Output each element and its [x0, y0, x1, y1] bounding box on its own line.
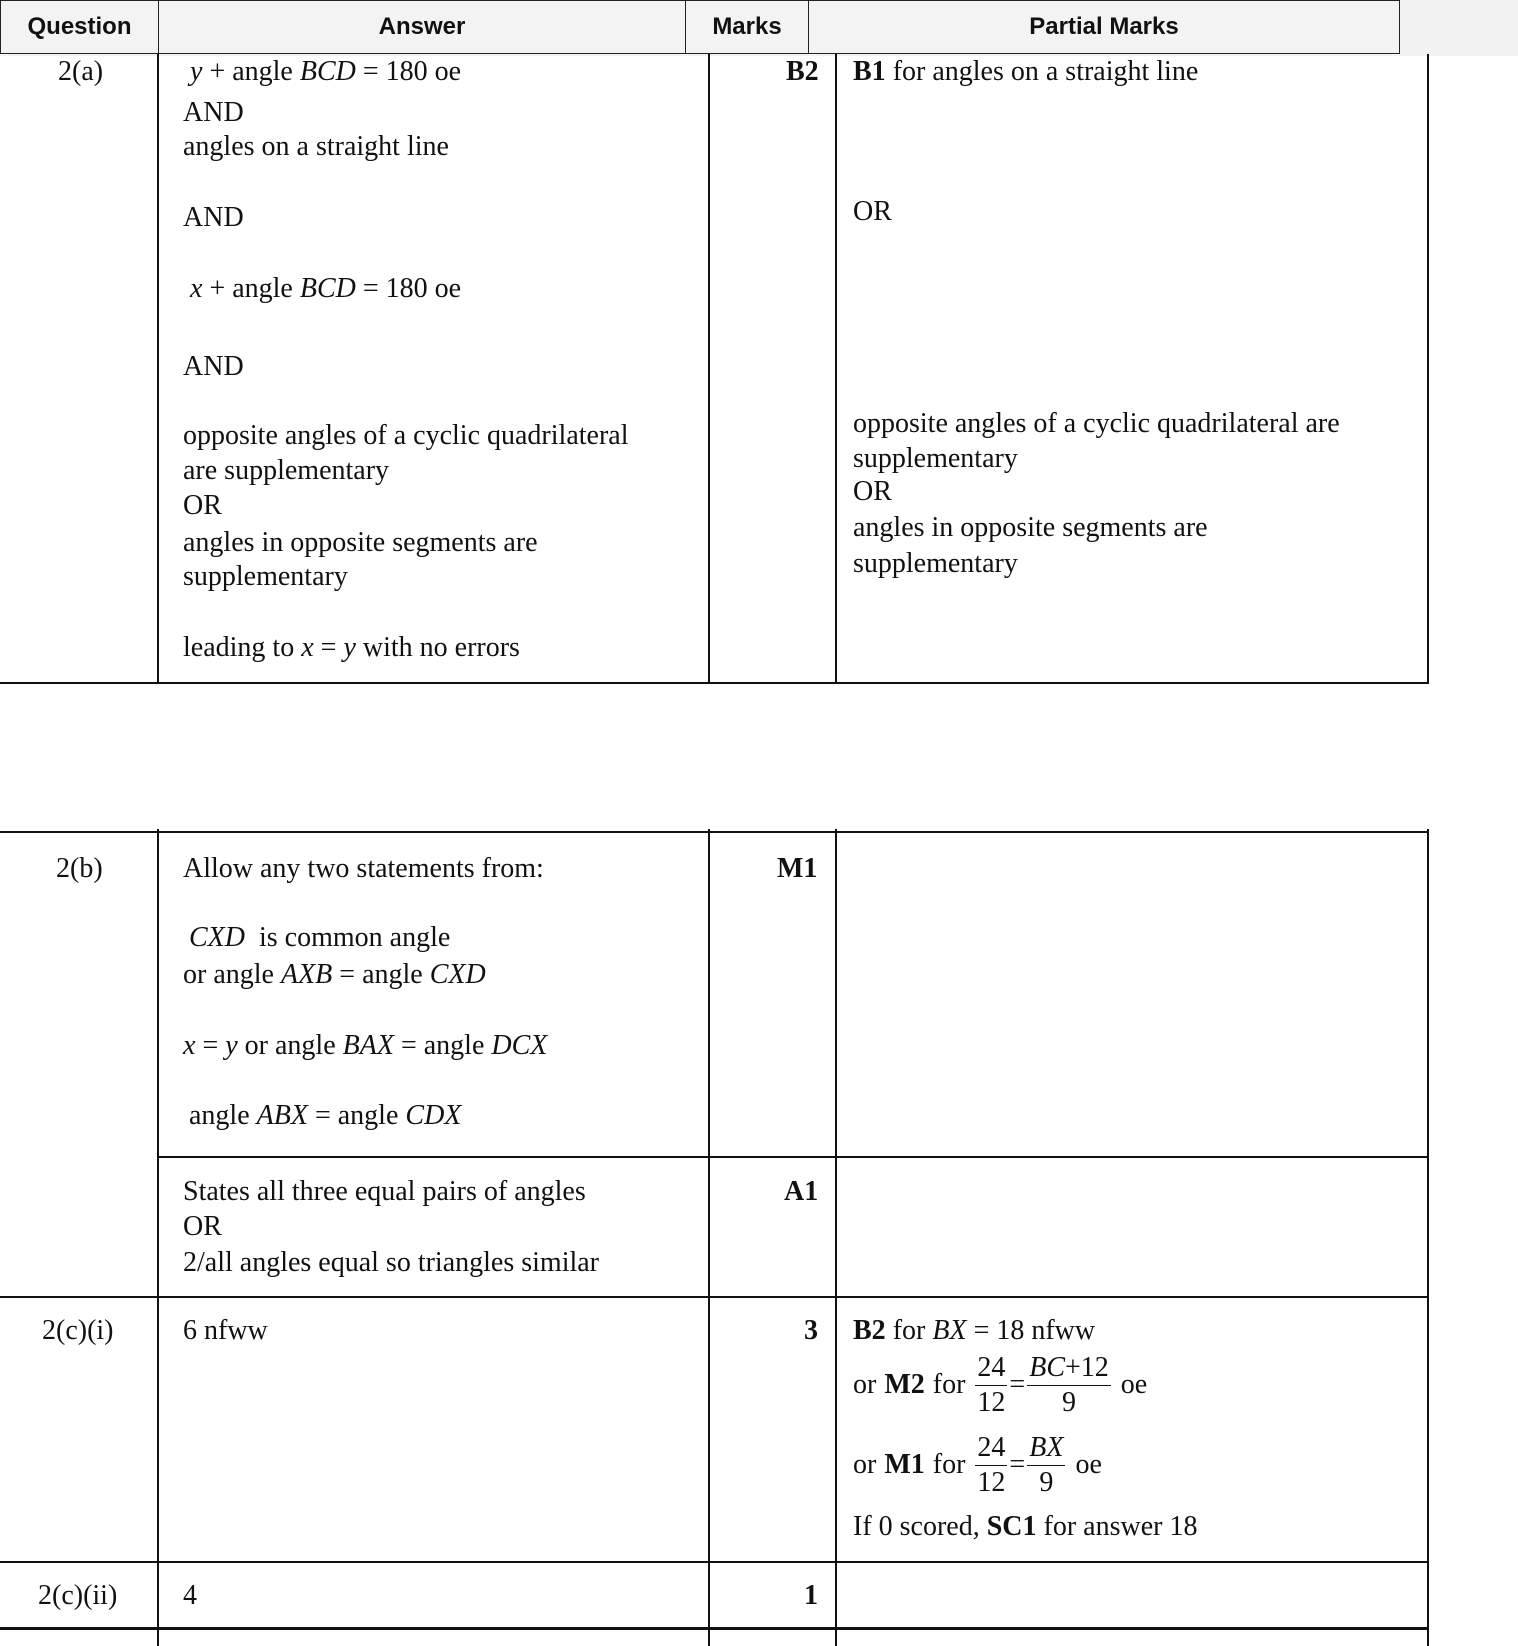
marks-2b-m1: M1 — [777, 853, 818, 884]
grid-line — [835, 54, 837, 684]
grid-line — [157, 54, 159, 684]
answer-2cii: 4 — [183, 1580, 197, 1611]
marks-2b-a1: A1 — [784, 1176, 819, 1207]
header-marks: Marks — [685, 0, 809, 54]
answer-2b-states3: 2/all angles equal so triangles similar — [183, 1247, 600, 1278]
answer-2a-line1: y + angle BCD = 180 oe — [190, 56, 462, 87]
fraction: $\frac{BC+12}{9}$ — [1029, 1352, 1109, 1418]
answer-2b-common: CXD is common angle — [189, 922, 451, 953]
answer-2b-axb: or angle AXB = angle CXD — [183, 959, 486, 990]
partial-2a-cyclic1: opposite angles of a cyclic quadrilateral are — [853, 408, 1340, 439]
partial-2a-segments2: supplementary — [853, 548, 1018, 579]
answer-2b-abx: angle ABX = angle CDX — [189, 1100, 462, 1131]
answer-2a-and1: AND — [183, 97, 244, 128]
answer-2b-intro: Allow any two statements from: — [183, 853, 544, 884]
answer-2a-or: OR — [183, 490, 222, 521]
question-2a: 2(a) — [58, 56, 104, 87]
marks-2ci: 3 — [804, 1315, 818, 1346]
fraction: $\frac{24}{12}$ — [977, 1352, 1006, 1418]
partial-2ci-m1: or M1 for $\frac{24}{12}$ = $\frac{BX}{9}$ oe — [853, 1432, 1102, 1498]
answer-2a-cyclic2: are supplementary — [183, 455, 390, 486]
partial-2a-cyclic2: supplementary — [853, 443, 1018, 474]
marks-2a: B2 — [786, 56, 819, 87]
partial-2ci-sc1: If 0 scored, SC1 for answer 18 — [853, 1511, 1198, 1542]
header-partial-marks: Partial Marks — [808, 0, 1400, 54]
grid-line — [1427, 829, 1429, 1646]
marks-2cii: 1 — [804, 1580, 818, 1611]
grid-line — [708, 54, 710, 684]
partial-2ci-b2: B2 for BX = 18 nfww — [853, 1315, 1096, 1346]
partial-2ci-m2: or M2 for $\frac{24}{12}$ = $\frac{BC+12}{9}$ oe — [853, 1352, 1148, 1418]
row-divider — [0, 682, 1429, 684]
grid-line — [835, 829, 837, 1646]
answer-2b-states2: OR — [183, 1211, 222, 1242]
answer-2a-straight: angles on a straight line — [183, 131, 449, 162]
question-2ci: 2(c)(i) — [42, 1315, 114, 1346]
answer-2a-cyclic1: opposite angles of a cyclic quadrilateral — [183, 420, 629, 451]
question-2cii: 2(c)(ii) — [38, 1580, 118, 1611]
answer-2a-leading: leading to x = y with no errors — [183, 632, 520, 663]
row-divider — [0, 1627, 1429, 1630]
answer-2b-states1: States all three equal pairs of angles — [183, 1176, 586, 1207]
question-2b: 2(b) — [56, 853, 103, 884]
partial-2a-or1: OR — [853, 196, 892, 227]
answer-2b-bax: x = y or angle BAX = angle DCX — [183, 1030, 548, 1061]
header-question: Question — [0, 0, 159, 54]
answer-2a-segments1: angles in opposite segments are — [183, 527, 538, 558]
grid-line — [1427, 54, 1429, 684]
answer-2a-line2: x + angle BCD = 180 oe — [190, 273, 462, 304]
answer-2a-segments2: supplementary — [183, 561, 348, 592]
header-answer: Answer — [158, 0, 686, 54]
grid-line — [708, 829, 710, 1646]
row-divider — [157, 1156, 1429, 1158]
fraction: $\frac{24}{12}$ — [977, 1432, 1006, 1498]
fraction: $\frac{BX}{9}$ — [1029, 1432, 1064, 1498]
answer-2a-and2: AND — [183, 202, 244, 233]
row-divider — [0, 1561, 1429, 1563]
partial-2a-segments1: angles in opposite segments are — [853, 512, 1208, 543]
answer-2ci: 6 nfww — [183, 1315, 268, 1346]
partial-2a-or2: OR — [853, 476, 892, 507]
grid-line — [157, 829, 159, 1646]
row-divider — [0, 831, 1429, 833]
answer-2a-and3: AND — [183, 351, 244, 382]
row-divider — [0, 1296, 1429, 1298]
partial-2a-b1: B1 for angles on a straight line — [853, 56, 1199, 87]
